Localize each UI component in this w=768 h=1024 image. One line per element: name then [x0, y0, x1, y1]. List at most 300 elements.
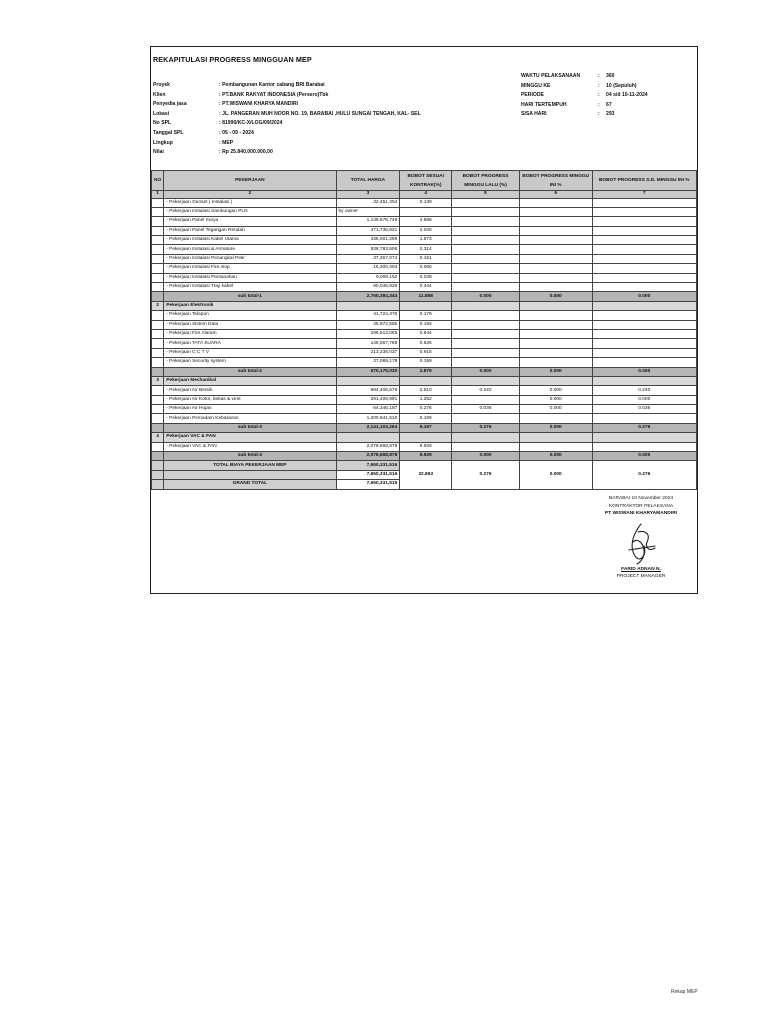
- row-progress-ini: [519, 433, 592, 442]
- row-progress-lalu: [452, 217, 520, 226]
- table-row: [152, 226, 697, 235]
- row-progress-sd: [592, 236, 696, 245]
- schedule-info-label: WAKTU PELAKSANAAN: [521, 73, 581, 79]
- row-progress-sd: [592, 442, 696, 451]
- row-bobot-kontrak: 0.139: [400, 198, 452, 207]
- row-progress-lalu: [452, 245, 520, 254]
- row-progress-lalu: [452, 348, 520, 357]
- col-number: 7: [592, 191, 696, 199]
- row-total-harga: 2,760,384,344: [336, 292, 400, 301]
- project-info-value: : PT.WISWANI KHARYA MANDIRI: [219, 101, 298, 108]
- row-pekerjaan: - Pekerjaan Instalasi Fire stop: [164, 264, 336, 273]
- row-bobot-kontrak: 8.929: [400, 452, 452, 461]
- row-no: [152, 452, 164, 461]
- schedule-info-row: [521, 91, 648, 101]
- row-no: 3: [152, 376, 164, 385]
- row-no: [152, 264, 164, 273]
- row-progress-lalu: 0.036: [452, 405, 520, 414]
- row-total-harga: 1,139,678,748: [336, 217, 400, 226]
- extra-label-cell: [164, 470, 336, 479]
- table-row: [152, 386, 697, 395]
- project-info-row: [153, 110, 421, 120]
- row-progress-ini: [519, 254, 592, 263]
- row-pekerjaan: - Pekerjaan Genset ( Instalasi ): [164, 198, 336, 207]
- row-progress-sd: [592, 311, 696, 320]
- row-no: 4: [152, 433, 164, 442]
- schedule-info-colon: :: [598, 111, 600, 118]
- report-sheet: [150, 46, 698, 594]
- table-row: [152, 405, 697, 414]
- row-progress-lalu: [452, 320, 520, 329]
- row-total-harga: 35,972,586: [336, 320, 400, 329]
- row-pekerjaan: - Pekerjaan Fire Alaram: [164, 329, 336, 338]
- row-no: [152, 395, 164, 404]
- table-row: [152, 395, 697, 404]
- row-progress-lalu: [452, 226, 520, 235]
- row-total-harga: 2,078,668,878: [336, 452, 400, 461]
- row-progress-ini: [519, 264, 592, 273]
- row-progress-lalu: [452, 311, 520, 320]
- row-progress-ini: [519, 301, 592, 310]
- signature-place-date: BARABAI 10 November 2024: [608, 496, 674, 501]
- row-progress-ini: [519, 320, 592, 329]
- project-info-value: : Pembangunan Kantor cabang BRI Barabai: [219, 82, 325, 88]
- row-progress-sd: [592, 226, 696, 235]
- row-total-harga: 196,513,065: [336, 329, 400, 338]
- row-total-harga: 37,069,178: [336, 358, 400, 367]
- table-row: [152, 198, 697, 207]
- row-progress-ini: [519, 245, 592, 254]
- project-info-row: [153, 129, 421, 139]
- signature-block: [561, 495, 721, 581]
- row-total-harga: [336, 301, 400, 310]
- row-pekerjaan: - Pekerjaan Air Bersih: [164, 386, 336, 395]
- row-progress-lalu: 0.000: [452, 452, 520, 461]
- row-progress-sd: [592, 329, 696, 338]
- total-biaya-harga: 7,650,331,516: [336, 461, 400, 470]
- row-total-harga: 670,175,030: [336, 367, 400, 376]
- schedule-info-colon: :: [598, 92, 600, 99]
- table-row: [152, 442, 697, 451]
- row-no: [152, 245, 164, 254]
- project-info-value: : PT.BANK RAKYAT INDONESIA (Persero)Tbk: [219, 91, 329, 98]
- row-total-harga: [336, 433, 400, 442]
- signature-firm: PT WISWANI KHARYAMANDIRI: [604, 511, 678, 516]
- row-progress-lalu: [452, 358, 520, 367]
- project-info-label: Tanggal SPL: [153, 129, 184, 136]
- row-pekerjaan: - Pekerjaan Instalasi Tray kabel: [164, 283, 336, 292]
- row-progress-ini: [519, 339, 592, 348]
- row-pekerjaan: - Pekerjaan Telepon: [164, 311, 336, 320]
- row-progress-sd: [592, 348, 696, 357]
- project-info-value: : MEP: [219, 139, 234, 146]
- row-progress-ini: [519, 217, 592, 226]
- row-no: [152, 358, 164, 367]
- col-total-harga: TOTAL HARGA: [336, 171, 400, 191]
- row-bobot-kontrak: [400, 207, 452, 216]
- row-progress-ini: [519, 348, 592, 357]
- row-pekerjaan: Pekerjaan Elektronik: [164, 301, 336, 310]
- project-info-row: [153, 119, 421, 129]
- table-row: [152, 348, 697, 357]
- schedule-info-value: 293: [606, 111, 615, 118]
- row-pekerjaan: sub total-2: [164, 367, 336, 376]
- row-progress-ini: [519, 226, 592, 235]
- section-row: [152, 301, 697, 310]
- row-progress-sd: [592, 264, 696, 273]
- row-total-harga: 41,724,376: [336, 311, 400, 320]
- project-info-value: : Rp 25.840.000.000,00: [219, 149, 273, 156]
- row-total-harga: 538,793,606: [336, 245, 400, 254]
- project-info: [153, 81, 421, 158]
- row-no: [152, 311, 164, 320]
- row-total-harga: [336, 376, 400, 385]
- schedule-info-value: 360: [606, 73, 615, 79]
- schedule-info-colon: :: [598, 82, 600, 89]
- row-no: [152, 405, 164, 414]
- row-no: [152, 442, 164, 451]
- grand-no-cell: [152, 480, 164, 489]
- row-pekerjaan: Pekerjaan VAC & FAN: [164, 433, 336, 442]
- row-total-harga: 9,009,152: [336, 273, 400, 282]
- row-total-harga: 2,141,103,264: [336, 423, 400, 432]
- project-info-label: Lingkup: [153, 139, 173, 146]
- row-no: 2: [152, 301, 164, 310]
- row-bobot-kontrak: 0.066: [400, 264, 452, 273]
- row-bobot-kontrak: [400, 376, 452, 385]
- total-no-cell: [152, 461, 164, 470]
- row-progress-ini: [519, 442, 592, 451]
- grand-total-label: GRAND TOTAL: [164, 480, 336, 489]
- project-info-row: [153, 100, 421, 110]
- table-header: [152, 171, 697, 191]
- row-progress-lalu: [452, 198, 520, 207]
- section-row: [152, 376, 697, 385]
- col-number: 2: [164, 191, 336, 199]
- schedule-info-row: [521, 101, 648, 111]
- row-progress-ini: 0.000: [519, 452, 592, 461]
- row-bobot-kontrak: 0.916: [400, 348, 452, 357]
- row-pekerjaan: sub total-3: [164, 423, 336, 432]
- col-no: NO: [152, 171, 164, 191]
- schedule-info-colon: :: [598, 101, 600, 108]
- row-total-harga: 436,001,299: [336, 236, 400, 245]
- row-bobot-kontrak: 2.026: [400, 226, 452, 235]
- row-pekerjaan: sub total-1: [164, 292, 336, 301]
- row-bobot-kontrak: 0.159: [400, 358, 452, 367]
- row-progress-sd: [592, 198, 696, 207]
- row-bobot-kontrak: 5.159: [400, 414, 452, 423]
- row-bobot-kontrak: 0.179: [400, 311, 452, 320]
- row-bobot-kontrak: 2.510: [400, 386, 452, 395]
- project-info-row: [153, 91, 421, 101]
- table-row: [152, 414, 697, 423]
- table-row: [152, 311, 697, 320]
- row-total-harga: 2,078,668,878: [336, 442, 400, 451]
- row-progress-lalu: [452, 433, 520, 442]
- row-pekerjaan: sub total-4: [164, 452, 336, 461]
- row-total-harga: 37,367,074: [336, 254, 400, 263]
- row-progress-ini: [519, 207, 592, 216]
- row-progress-ini: [519, 329, 592, 338]
- col-progress-sd: BOBOT PROGRESS S.D. MINGGU INI %: [592, 171, 696, 191]
- total-biaya-label: TOTAL BIAYA PEKERJAAN MEP: [164, 461, 336, 470]
- table-row: [152, 264, 697, 273]
- row-progress-ini: [519, 376, 592, 385]
- schedule-info-row: [521, 72, 648, 82]
- row-bobot-kontrak: [400, 301, 452, 310]
- row-total-harga: 32,451,354: [336, 198, 400, 207]
- row-bobot-kontrak: 4.896: [400, 217, 452, 226]
- row-no: [152, 339, 164, 348]
- row-progress-ini: [519, 198, 592, 207]
- progress-table: [151, 170, 697, 490]
- row-progress-lalu: [452, 442, 520, 451]
- grand-total-harga: 7,650,331,516: [336, 480, 400, 489]
- row-no: [152, 348, 164, 357]
- row-bobot-kontrak: 0.155: [400, 320, 452, 329]
- row-progress-sd: [592, 376, 696, 385]
- row-pekerjaan: - Pekerjaan VAC & FAN: [164, 442, 336, 451]
- row-progress-sd: [592, 301, 696, 310]
- row-bobot-kontrak: 2.314: [400, 245, 452, 254]
- table-row: [152, 273, 697, 282]
- table-row: [152, 254, 697, 263]
- row-total-harga: 145,657,788: [336, 339, 400, 348]
- row-bobot-kontrak: 1.252: [400, 395, 452, 404]
- row-progress-sd: [592, 207, 696, 216]
- row-progress-ini: [519, 358, 592, 367]
- row-bobot-kontrak: 0.844: [400, 329, 452, 338]
- row-progress-sd: 0.000: [592, 452, 696, 461]
- row-progress-sd: [592, 358, 696, 367]
- row-bobot-kontrak: 9.197: [400, 423, 452, 432]
- row-bobot-kontrak: 0.039: [400, 273, 452, 282]
- row-total-harga: 213,238,037: [336, 348, 400, 357]
- schedule-info-colon: :: [598, 73, 600, 79]
- project-info-label: Lokasi: [153, 110, 170, 117]
- row-no: [152, 226, 164, 235]
- row-pekerjaan: - Pekerjaan Instalasi Pentanahan: [164, 273, 336, 282]
- row-progress-sd: 0.000: [592, 395, 696, 404]
- extra-no-cell: [152, 470, 164, 479]
- schedule-info-label: PERIODE: [521, 92, 544, 99]
- project-info-label: Proyek: [153, 82, 170, 88]
- row-bobot-kontrak: 1.873: [400, 236, 452, 245]
- row-progress-lalu: 0.000: [452, 367, 520, 376]
- row-no: [152, 367, 164, 376]
- project-info-value: : JL. PANGERAN MUH NOOR NO. 19, BARABAI ,HULU SUNGAI TENGAH, KAL- SEL: [219, 110, 421, 117]
- row-progress-ini: [519, 236, 592, 245]
- row-no: [152, 386, 164, 395]
- row-progress-lalu: [452, 254, 520, 263]
- row-progress-lalu: [452, 376, 520, 385]
- row-total-harga: 1,200,941,510: [336, 414, 400, 423]
- project-info-label: Nilai: [153, 149, 164, 156]
- project-info-row: [153, 139, 421, 149]
- col-progress-lalu: BOBOT PROGRESS MINGGU LALU (%): [452, 171, 520, 191]
- project-info-row: [153, 81, 421, 91]
- row-progress-lalu: [452, 264, 520, 273]
- row-progress-ini: [519, 311, 592, 320]
- row-no: [152, 414, 164, 423]
- report-title: REKAPITULASI PROGRESS MINGGUAN MEP: [153, 55, 312, 64]
- row-progress-lalu: [452, 207, 520, 216]
- row-pekerjaan: Pekerjaan Mechanikal: [164, 376, 336, 385]
- row-progress-sd: [592, 217, 696, 226]
- row-progress-sd: [592, 273, 696, 282]
- row-bobot-kontrak: 0.626: [400, 339, 452, 348]
- col-pekerjaan: PEKERJAAN: [164, 171, 336, 191]
- row-no: [152, 207, 164, 216]
- row-progress-sd: 0.000: [592, 292, 696, 301]
- table-row: [152, 283, 697, 292]
- row-pekerjaan: - Pekerjaan Sistem Data: [164, 320, 336, 329]
- subtotal-row: [152, 423, 697, 432]
- row-progress-lalu: [452, 329, 520, 338]
- row-bobot-kontrak: 0.344: [400, 283, 452, 292]
- row-pekerjaan: - Pekerjaan Pemadam Kebakaran: [164, 414, 336, 423]
- row-pekerjaan: - Pekerjaan Instalasi & Armature: [164, 245, 336, 254]
- col-number: 3: [336, 191, 400, 199]
- row-total-harga: by owner: [336, 207, 400, 216]
- row-total-harga: 584,406,576: [336, 386, 400, 395]
- table-row: [152, 339, 697, 348]
- project-info-value: : 05 - 09 - 2024: [219, 129, 254, 136]
- row-progress-ini: [519, 414, 592, 423]
- table-row: [152, 320, 697, 329]
- row-no: [152, 273, 164, 282]
- row-pekerjaan: - Pekerjaan Instalasi Sambungan PLN: [164, 207, 336, 216]
- row-total-harga: 15,300,353: [336, 264, 400, 273]
- subtotal-row: [152, 452, 697, 461]
- row-progress-lalu: [452, 236, 520, 245]
- page-footer: Rekap MEP: [671, 989, 698, 995]
- row-progress-ini: 0.000: [519, 386, 592, 395]
- row-progress-lalu: [452, 414, 520, 423]
- row-no: [152, 283, 164, 292]
- schedule-info-value: 04 s/d 10-11-2024: [606, 92, 648, 99]
- table-row: [152, 207, 697, 216]
- total-biaya-row: [152, 461, 697, 470]
- project-info-row: [153, 148, 421, 158]
- project-info-label: Penyedia jasa: [153, 101, 187, 108]
- schedule-info-value: 10 (Sepuluh): [606, 82, 637, 89]
- row-progress-lalu: [452, 301, 520, 310]
- subtotal-row: [152, 292, 697, 301]
- col-number: 5: [452, 191, 520, 199]
- row-progress-sd: 0.036: [592, 405, 696, 414]
- col-number: 1: [152, 191, 164, 199]
- row-progress-ini: 0.000: [519, 292, 592, 301]
- col-number: 6: [519, 191, 592, 199]
- row-bobot-kontrak: 0.276: [400, 405, 452, 414]
- row-progress-sd: [592, 433, 696, 442]
- schedule-info-row: [521, 110, 648, 120]
- total-biaya-lalu: 0.276: [452, 461, 520, 489]
- row-progress-lalu: [452, 395, 520, 404]
- row-progress-sd: 0.000: [592, 367, 696, 376]
- schedule-info-label: HARI TERTEMPUH: [521, 101, 567, 108]
- row-progress-lalu: 0.000: [452, 292, 520, 301]
- column-number-row: [152, 191, 697, 199]
- row-progress-lalu: [452, 273, 520, 282]
- row-progress-sd: [592, 339, 696, 348]
- row-progress-sd: [592, 283, 696, 292]
- col-bobot-kontrak: BOBOT SESUAI KONTRAK(%): [400, 171, 452, 191]
- signature-role: KONTRAKTOR PELAKSANA: [608, 503, 674, 509]
- schedule-info-row: [521, 82, 648, 92]
- table-row: [152, 358, 697, 367]
- row-progress-sd: [592, 254, 696, 263]
- col-progress-ini: BOBOT PROGRESS MINGGU INI %: [519, 171, 592, 191]
- table-row: [152, 245, 697, 254]
- row-no: [152, 198, 164, 207]
- row-bobot-kontrak: [400, 433, 452, 442]
- project-info-value: : 81990/KC-X/LOG/09/2024: [219, 120, 283, 127]
- table-row: [152, 236, 697, 245]
- row-pekerjaan: - Pekerjaan Instalasi Penangkal Petir: [164, 254, 336, 263]
- row-progress-ini: 0.000: [519, 367, 592, 376]
- schedule-info-label: MINGGU KE: [521, 82, 551, 89]
- row-no: [152, 236, 164, 245]
- row-progress-sd: [592, 245, 696, 254]
- row-total-harga: 64,346,187: [336, 405, 400, 414]
- row-progress-sd: 0.240: [592, 386, 696, 395]
- total-biaya-ini: 0.000: [519, 461, 592, 489]
- row-progress-ini: 0.000: [519, 395, 592, 404]
- signature-name: FARID ADNAN N.: [621, 566, 661, 572]
- row-total-harga: 471,736,831: [336, 226, 400, 235]
- handwritten-signature: [611, 520, 671, 566]
- row-total-harga: 80,045,926: [336, 283, 400, 292]
- row-progress-ini: 0.000: [519, 423, 592, 432]
- row-pekerjaan: - Pekerjaan Air Kotor, bekas & vent: [164, 395, 336, 404]
- schedule-info-value: 67: [606, 101, 612, 108]
- row-pekerjaan: - Pekerjaan Air Hujan: [164, 405, 336, 414]
- row-no: [152, 320, 164, 329]
- extra-harga: 7,650,331,516: [336, 470, 400, 479]
- row-progress-sd: [592, 414, 696, 423]
- row-progress-lalu: [452, 339, 520, 348]
- row-pekerjaan: - Pekerjaan C C T V: [164, 348, 336, 357]
- project-info-label: No SPL: [153, 120, 172, 127]
- row-pekerjaan: - Pekerjaan Panel Surya: [164, 217, 336, 226]
- row-progress-ini: 0.000: [519, 405, 592, 414]
- row-progress-lalu: [452, 283, 520, 292]
- table-row: [152, 329, 697, 338]
- schedule-info-label: SISA HARI: [521, 111, 547, 118]
- table-row: [152, 217, 697, 226]
- row-pekerjaan: - Pekerjaan Instalasi Kabel Utama: [164, 236, 336, 245]
- signature-position: PROJECT MANAGER: [616, 574, 666, 579]
- row-no: [152, 292, 164, 301]
- row-pekerjaan: - Pekerjaan TATA SUARA: [164, 339, 336, 348]
- project-info-label: Klien: [153, 91, 166, 98]
- row-bobot-kontrak: 2.879: [400, 367, 452, 376]
- row-progress-sd: [592, 320, 696, 329]
- row-progress-sd: 0.276: [592, 423, 696, 432]
- total-biaya-bobot: 32.863: [400, 461, 452, 489]
- row-no: [152, 423, 164, 432]
- row-progress-lalu: 0.276: [452, 423, 520, 432]
- row-progress-ini: [519, 273, 592, 282]
- section-row: [152, 433, 697, 442]
- col-number: 4: [400, 191, 452, 199]
- subtotal-row: [152, 367, 697, 376]
- row-no: [152, 217, 164, 226]
- row-bobot-kontrak: 0.161: [400, 254, 452, 263]
